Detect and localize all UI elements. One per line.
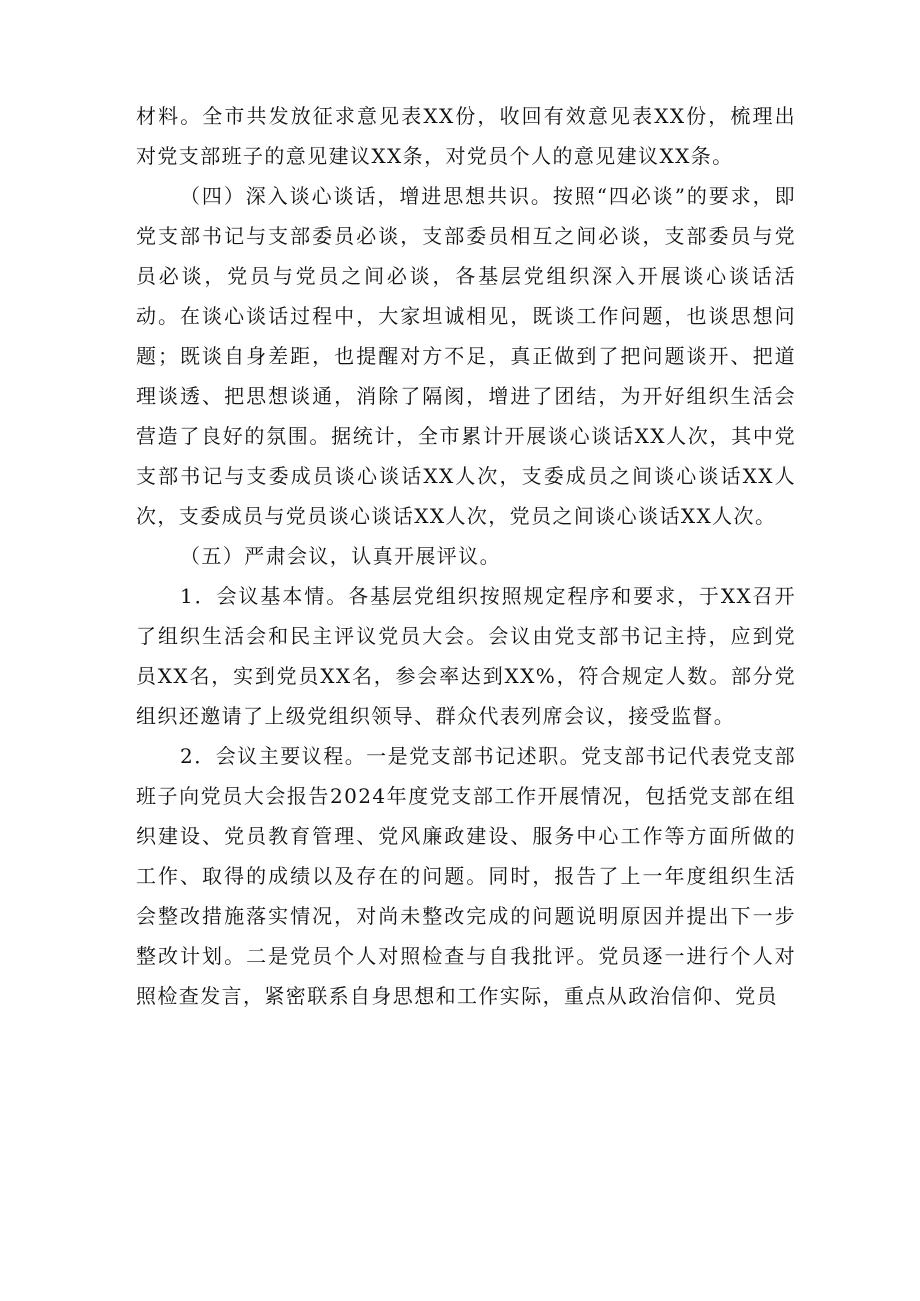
section-heading-meeting-review: （五）严肃会议，认真开展评议。	[180, 544, 501, 568]
paragraph-heart-to-heart-talks: （四）深入谈心谈话，增进思想共识。按照“四必谈”的要求，即党支部书记与支部委员必谈，支部委员相互之间必谈，支部委员与党员必谈，党员与党员之间必谈，各基层党组织深入开展谈心谈话活动。在谈心谈话过程中，大家坦诚相见，既谈工作问题，也谈思想问题；既谈自身差距，也提醒对方不足，真正做到了把问题谈开、把道理谈透、把思想谈通，消除了隔阂，增进了团结，为开好组织生活会营造了良好的氛围。据统计，全市累计开展谈心谈话XX人次，其中党支部书记与支委成员谈心谈话XX人次，支委成员之间谈心谈话XX人次，支委成员与党员谈心谈话XX人次，党员之间谈心谈话XX人次。	[136, 184, 796, 528]
paragraph-meeting-agenda: 2．会议主要议程。一是党支部书记述职。党支部书记代表党支部班子向党员大会报告2024年度党支部工作开展情况，包括党支部在组织建设、党员教育管理、党风廉政建设、服务中心工作等方面所做的工作、取得的成绩以及存在的问题。同时，报告了上一年度组织生活会整改措施落实情况，对尚未整改完成的问题说明原因并提出下一步整改计划。二是党员个人对照检查与自我批评。党员逐一进行个人对照检查发言，紧密联系自身思想和工作实际，重点从政治信仰、党员	[136, 744, 796, 1008]
paragraph-meeting-basics: 1．会议基本情。各基层党组织按照规定程序和要求，于XX召开了组织生活会和民主评议党员大会。会议由党支部书记主持，应到党员XX名，实到党员XX名，参会率达到XX%，符合规定人数。部分党组织还邀请了上级党组织领导、群众代表列席会议，接受监督。	[136, 584, 796, 728]
paragraph-opinion-collection: 材料。全市共发放征求意见表XX份，收回有效意见表XX份，梳理出对党支部班子的意见建议XX条，对党员个人的意见建议XX条。	[136, 104, 796, 168]
document-body	[136, 96, 796, 1016]
